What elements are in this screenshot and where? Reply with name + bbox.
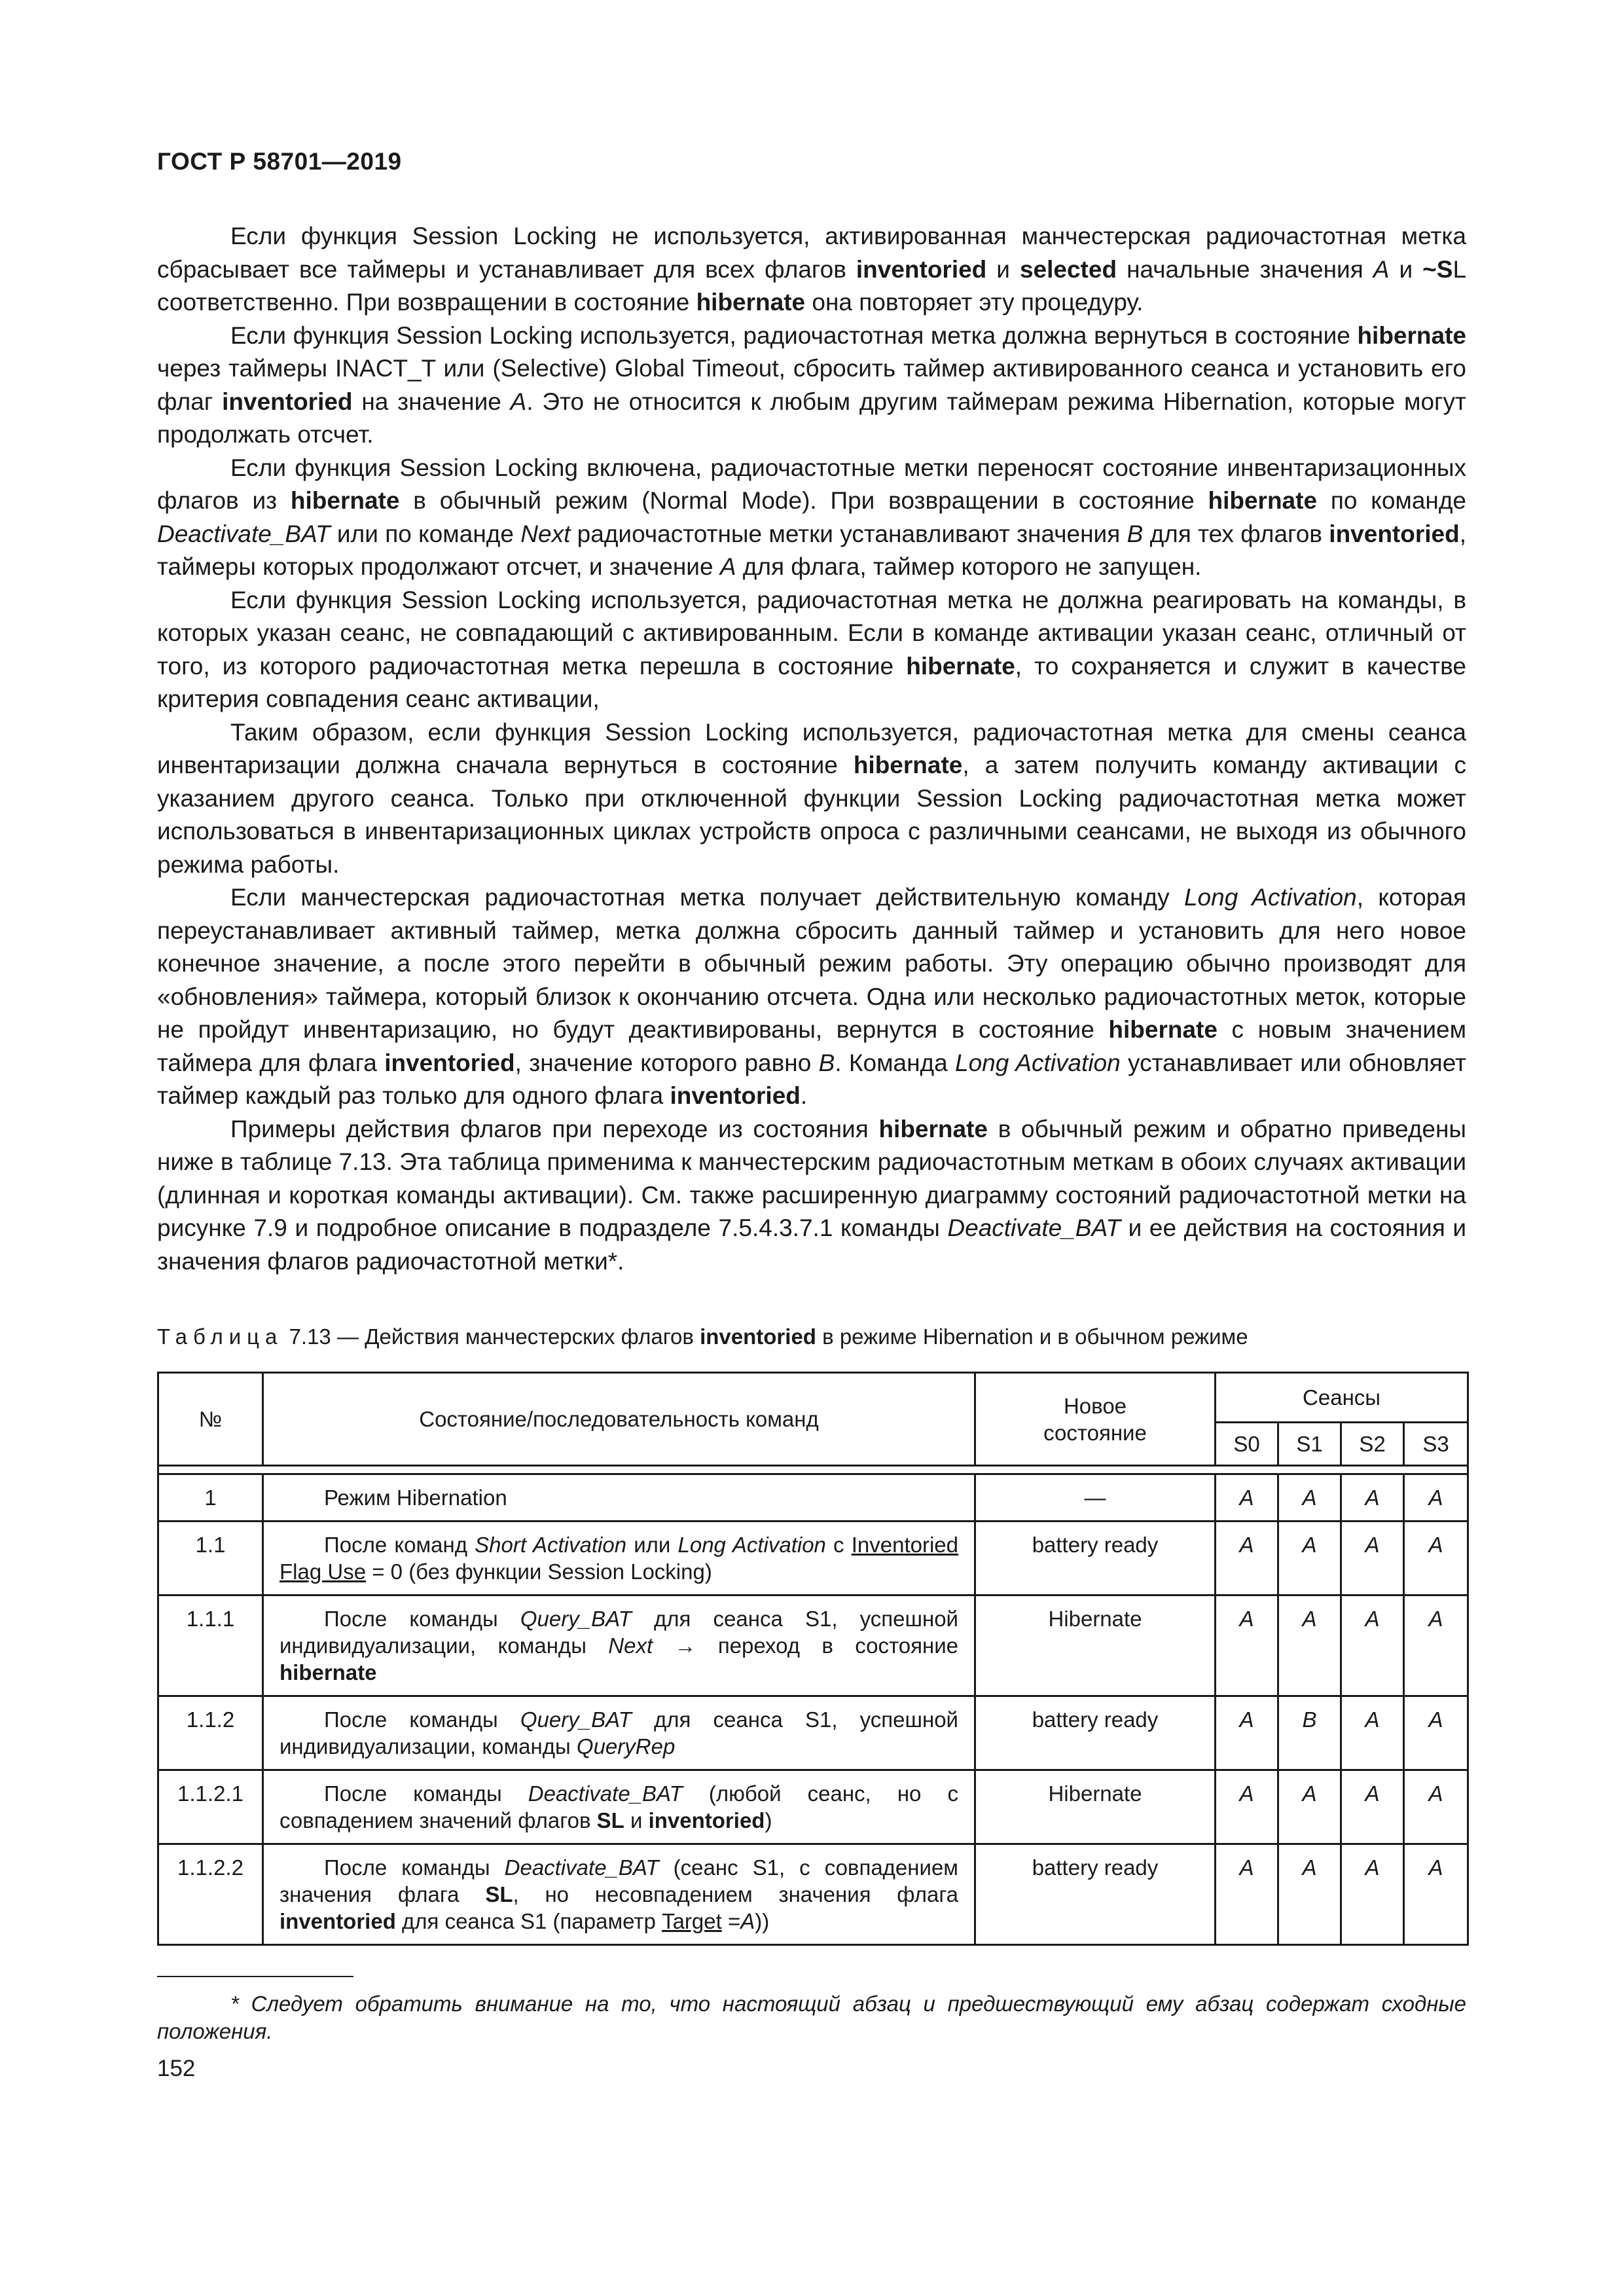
- row-session-s3: A: [1404, 1522, 1468, 1595]
- row-session-s2: A: [1341, 1474, 1404, 1522]
- table-row: [158, 1474, 1468, 1522]
- row-session-s1: A: [1278, 1770, 1341, 1844]
- row-session-s2: A: [1341, 1595, 1404, 1696]
- row-number: 1: [158, 1474, 263, 1522]
- header-sessions: Сеансы: [1216, 1373, 1468, 1423]
- row-session-s2: A: [1341, 1770, 1404, 1844]
- row-new-state: battery ready: [975, 1844, 1216, 1945]
- row-description: После команды Deactivate_BAT (сеанс S1, с совпадением значения флага SL, но несовпадением значения флага inventoried для сеанса S1 (параметр Target =A)): [263, 1844, 975, 1945]
- row-session-s2: A: [1341, 1844, 1404, 1945]
- row-session-s1: B: [1278, 1696, 1341, 1770]
- row-session-s2: A: [1341, 1522, 1404, 1595]
- row-session-s0: A: [1216, 1522, 1278, 1595]
- row-session-s3: A: [1404, 1844, 1468, 1945]
- row-number: 1.1.2: [158, 1696, 263, 1770]
- row-number: 1.1.2.2: [158, 1844, 263, 1945]
- header-s2: S2: [1341, 1423, 1404, 1466]
- header-desc: Состояние/последовательность команд: [263, 1373, 975, 1466]
- paragraph-6: Если манчестерская радиочастотная метка получает действительную команду Long Activation, которая переустанавливает активный таймер, метка должна сбросить данный таймер и установить для него новое конечное значение, а после этого перейти в обычный режим работы. Эту операцию обычно производят для «обновления» таймера, который близок к окончанию отсчета. Одна или несколько радиочастотных меток, которые не пройдут инвентаризацию, но будут деактивированы, вернутся в состояние hibernate с новым значением таймера для флага inventoried, значение которого равно B. Команда Long Activation устанавливает или обновляет таймер каждый раз только для одного флага inventoried.: [157, 884, 1467, 1109]
- header-s1: S1: [1278, 1423, 1341, 1466]
- row-session-s0: A: [1216, 1474, 1278, 1522]
- row-description: После команды Deactivate_BAT (любой сеанс, но с совпадением значений флагов SL и inventoried): [263, 1770, 975, 1844]
- header-state: Новое состояние: [975, 1373, 1216, 1466]
- row-session-s2: A: [1341, 1696, 1404, 1770]
- header-s0: S0: [1216, 1423, 1278, 1466]
- row-session-s0: A: [1216, 1844, 1278, 1945]
- table-caption-label: Таблица: [157, 1324, 283, 1349]
- row-session-s0: A: [1216, 1595, 1278, 1696]
- table-caption-number: 7.13: [289, 1324, 331, 1349]
- paragraph-2: Если функция Session Locking используется, радиочастотная метка должна вернуться в состояние hibernate через таймеры INACT_T или (Selective) Global Timeout, сбросить таймер активированного сеанса и установить его флаг inventoried на значение A. Это не относится к любым другим таймерам режима Hibernation, которые могут продолжать отсчет.: [157, 321, 1466, 448]
- table-caption: [157, 1324, 1466, 1349]
- paragraph-5: Таким образом, если функция Session Locking используется, радиочастотная метка для смены сеанса инвентаризации должна сначала вернуться в состояние hibernate, а затем получить команду активации с указанием другого сеанса. Только при отключенной функции Session Locking радиочастотная метка может использоваться в инвентаризационных циклах устройств опроса с различными сеансами, не выходя из обычного режима работы.: [157, 718, 1466, 878]
- paragraph-1: Если функция Session Locking не используется, активированная манчестерская радиочастотная метка сбрасывает все таймеры и устанавливает для всех флагов inventoried и selected начальные значения A и ~SL соответственно. При возвращении в состояние hibernate она повторяет эту процедуру.: [157, 223, 1467, 316]
- body-text: [157, 220, 1466, 1278]
- row-description: Режим Hibernation: [263, 1474, 975, 1522]
- page-number: 152: [157, 2056, 196, 2081]
- row-new-state: —: [975, 1474, 1216, 1522]
- row-description: После команды Query_BAT для сеанса S1, успешной индивидуализации, команды QueryRep: [263, 1696, 975, 1770]
- row-session-s3: A: [1404, 1770, 1468, 1844]
- header-num: №: [158, 1373, 263, 1466]
- row-session-s1: A: [1278, 1844, 1341, 1945]
- paragraph-4: Если функция Session Locking используется, радиочастотная метка не должна реагировать на команды, в которых указан сеанс, не совпадающий с активированным. Если в команде активации указан сеанс, отличный от того, из которого радиочастотная метка перешла в состояние hibernate, то сохраняется и служит в качестве критерия совпадения сеанс активации,: [157, 586, 1466, 712]
- table-row: [158, 1770, 1468, 1844]
- row-new-state: battery ready: [975, 1696, 1216, 1770]
- row-session-s0: A: [1216, 1696, 1278, 1770]
- table-row: [158, 1522, 1468, 1595]
- row-number: 1.1.2.1: [158, 1770, 263, 1844]
- paragraph-3: Если функция Session Locking включена, радиочастотные метки переносят состояние инвентаризационных флагов из hibernate в обычный режим (Normal Mode). При возвращении в состояние hibernate по команде Deactivate_BAT или по команде Next радиочастотные метки устанавливают значения B для тех флагов inventoried, таймеры которых продолжают отсчет, и значение A для флага, таймер которого не запущен.: [157, 454, 1467, 580]
- row-new-state: Hibernate: [975, 1595, 1216, 1696]
- row-session-s1: A: [1278, 1595, 1341, 1696]
- row-session-s1: A: [1278, 1522, 1341, 1595]
- row-description: После команд Short Activation или Long Activation с Inventoried Flag Use = 0 (без функции Session Locking): [263, 1522, 975, 1595]
- table-row: [158, 1844, 1468, 1945]
- table-caption-title: — Действия манчестерских флагов inventoried в режиме Hibernation и в обычном режиме: [331, 1324, 1248, 1349]
- row-number: 1.1: [158, 1522, 263, 1595]
- row-new-state: Hibernate: [975, 1770, 1216, 1844]
- row-session-s0: A: [1216, 1770, 1278, 1844]
- footnote-divider: [157, 1976, 353, 1977]
- row-session-s3: A: [1404, 1474, 1468, 1522]
- row-session-s3: A: [1404, 1595, 1468, 1696]
- row-session-s1: A: [1278, 1474, 1341, 1522]
- row-number: 1.1.1: [158, 1595, 263, 1696]
- table-row: [158, 1595, 1468, 1696]
- row-new-state: battery ready: [975, 1522, 1216, 1595]
- footnote: * Следует обратить внимание на то, что настоящий абзац и предшествующий ему абзац содержат сходные положения.: [157, 1992, 1466, 2043]
- document-header: ГОСТ Р 58701—2019: [157, 148, 402, 175]
- flags-table: [157, 1372, 1469, 1946]
- paragraph-7: Примеры действия флагов при переходе из состояния hibernate в обычный режим и обратно приведены ниже в таблице 7.13. Эта таблица применима к манчестерским радиочастотным меткам в обоих случаях активации (длинная и короткая команды активации). См. также расширенную диаграмму состояний радиочастотной метки на рисунке 7.9 и подробное описание в подразделе 7.5.4.3.7.1 команды Deactivate_BAT и ее действия на состояния и значения флагов радиочастотной метки*.: [157, 1115, 1467, 1275]
- row-session-s3: A: [1404, 1696, 1468, 1770]
- table-row: [158, 1696, 1468, 1770]
- header-s3: S3: [1404, 1423, 1468, 1466]
- row-description: После команды Query_BAT для сеанса S1, успешной индивидуализации, команды Next → переход в состояние hibernate: [263, 1595, 975, 1696]
